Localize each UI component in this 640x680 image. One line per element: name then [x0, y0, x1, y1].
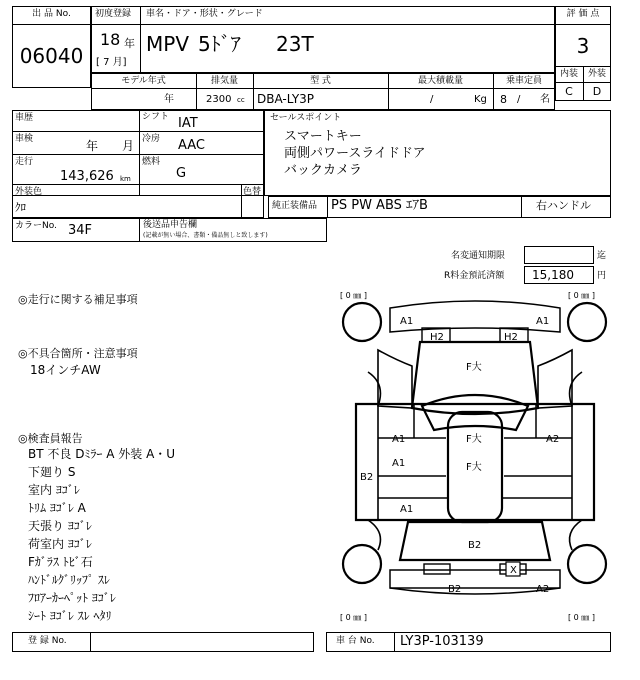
rating-value: 3 — [576, 34, 590, 58]
shift-label: シフト — [142, 112, 170, 122]
exterior-label: 外装 — [587, 69, 606, 79]
color-change-label: 色替 — [243, 187, 262, 197]
vehicle-doors: 5ﾄﾞｱ — [198, 32, 241, 56]
driving-notes-label: ◎走行に関する補足事項 — [18, 293, 138, 306]
sales-point: スマートキー — [284, 129, 362, 144]
color-no-value: 34F — [68, 223, 93, 238]
recycle-value: 15,180 — [532, 268, 574, 282]
inspection-month: 月 — [122, 139, 135, 153]
inspector-line: ﾊﾝﾄﾞﾙｸﾞﾘｯﾌﾟ ｽﾚ — [28, 573, 110, 587]
damage-mark: A1 — [392, 458, 406, 469]
model-year-unit: 年 — [164, 94, 174, 105]
tire-front-left — [343, 303, 381, 341]
equip-label: 純正装備品 — [272, 201, 318, 211]
inspector-line: Fｶﾞﾗｽ ﾄﾋﾞ石 — [28, 555, 93, 569]
reg-no-label: 登 録 No. — [28, 636, 67, 646]
lot-number: 06040 — [19, 44, 84, 68]
vehicle-name-label: 車名・ドア・形状・グレード — [146, 9, 263, 19]
reg-year-unit: 年 — [124, 37, 135, 50]
defects-label: ◎不具合箇所・注意事項 — [18, 347, 138, 360]
inspector-line: BT 不良 Dﾐﾗｰ A 外装 A・U — [28, 447, 176, 461]
damage-mark: F大 — [466, 462, 482, 473]
equipment-value: PS PW ABS ｴｱB — [331, 198, 428, 213]
damage-mark: A2 — [536, 584, 550, 595]
ac-label: 冷房 — [142, 134, 161, 144]
rating-label: 評 価 点 — [566, 9, 600, 19]
model-year-label: モデル年式 — [121, 76, 166, 86]
inspection-year: 年 — [86, 139, 99, 153]
transfer-box — [524, 246, 594, 264]
inspector-line: 室内 ﾖｺﾞﾚ — [28, 483, 80, 497]
reg-month: [ 7 月] — [96, 57, 127, 68]
damage-mark: A2 — [546, 434, 560, 445]
inspection-label: 車検 — [15, 134, 34, 144]
model-code-label: 型 式 — [310, 76, 331, 86]
damage-mark: A1 — [536, 316, 550, 327]
mileage-unit: km — [120, 175, 131, 183]
mileage-label: 走行 — [15, 157, 34, 167]
chassis-value: LY3P-103139 — [400, 634, 484, 649]
tire-label: [ 0 ㎜ ] — [568, 291, 595, 300]
transfer-unit: 迄 — [597, 251, 607, 261]
vehicle-grade: 23T — [276, 32, 314, 56]
interior-label: 内装 — [559, 69, 578, 79]
damage-mark: A1 — [392, 434, 406, 445]
inspector-label: ◎検査員報告 — [18, 432, 83, 445]
capacity-sep: / — [517, 94, 521, 105]
lot-label: 出 品 No. — [32, 9, 71, 19]
tire-label: [ 0 ㎜ ] — [340, 613, 367, 622]
handle-value: 右ハンドル — [536, 199, 591, 212]
capacity-unit: 名 — [540, 94, 550, 105]
vehicle-name: MPV — [146, 32, 189, 56]
damage-mark: B2 — [468, 540, 482, 551]
sales-label: セールスポイント — [270, 113, 342, 123]
color-no-label: カラーNo. — [15, 221, 57, 231]
tire-front-right — [568, 303, 606, 341]
mileage-value: 143,626 — [60, 169, 114, 184]
fuel-label: 燃料 — [142, 157, 161, 167]
damage-mark: B2 — [448, 584, 462, 595]
model-code: DBA-LY3P — [257, 92, 315, 106]
tire-rear-right — [568, 545, 606, 583]
sales-point: バックカメラ — [284, 163, 363, 178]
car-damage-diagram — [338, 288, 613, 628]
inspector-line: ﾄﾘﾑ ﾖｺﾞﾚ A — [28, 501, 86, 515]
displacement-unit: cc — [237, 96, 245, 104]
capacity-label: 乗車定員 — [505, 76, 542, 86]
damage-mark: H2 — [430, 332, 444, 343]
sales-point: 両側パワースライドドア — [284, 146, 426, 161]
inspector-line: 天張り ﾖｺﾞﾚ — [28, 519, 92, 533]
reg-year: 18 — [100, 30, 121, 49]
displacement-value: 2300 — [206, 94, 232, 105]
fuel-value: G — [176, 166, 187, 181]
defects-line: 18インチAW — [30, 363, 101, 377]
ext-color-label: 外装色 — [15, 187, 43, 197]
recycle-label: R料金預託済額 — [444, 271, 505, 281]
history-label: 車歴 — [15, 113, 34, 123]
transfer-label: 名変通知期限 — [451, 251, 506, 261]
docs-label: 後送品申告欄 — [143, 220, 198, 230]
shift-value: IAT — [178, 116, 198, 131]
docs-note: (記載が無い場合、書類・備品無しと致します) — [143, 232, 268, 239]
damage-mark: A1 — [400, 316, 414, 327]
inspector-line: ﾌﾛｱｰｶｰﾍﾟｯﾄ ﾖｺﾞﾚ — [28, 591, 116, 605]
inspector-line: 荷室内 ﾖｺﾞﾚ — [28, 537, 92, 551]
capacity-value: 8 — [500, 93, 507, 106]
load-unit: Kg — [474, 94, 487, 105]
interior-grade: C — [565, 85, 573, 98]
damage-mark: H2 — [504, 332, 518, 343]
inspector-line: 下廻り S — [28, 465, 76, 479]
damage-mark: A1 — [400, 504, 414, 515]
color-box — [12, 184, 264, 218]
inspector-line: ｼｰﾄ ﾖｺﾞﾚ ｽﾚ ﾍﾀﾘ — [28, 609, 112, 623]
damage-mark: F大 — [466, 434, 482, 445]
displacement-label: 排気量 — [210, 76, 238, 86]
ext-color-value: ｸﾛ — [15, 201, 26, 214]
tire-label: [ 0 ㎜ ] — [568, 613, 595, 622]
first-reg-label: 初度登録 — [95, 9, 132, 19]
ac-value: AAC — [178, 138, 205, 153]
tire-rear-left — [343, 545, 381, 583]
damage-mark: B2 — [360, 472, 374, 483]
load-label: 最大積載量 — [417, 76, 463, 86]
damage-mark: F大 — [466, 362, 482, 373]
recycle-unit: 円 — [597, 271, 607, 281]
tire-label: [ 0 ㎜ ] — [340, 291, 367, 300]
damage-mark: X — [510, 565, 517, 576]
load-value: / — [430, 94, 434, 105]
exterior-grade: D — [592, 85, 602, 98]
chassis-label: 車 台 No. — [336, 636, 375, 646]
